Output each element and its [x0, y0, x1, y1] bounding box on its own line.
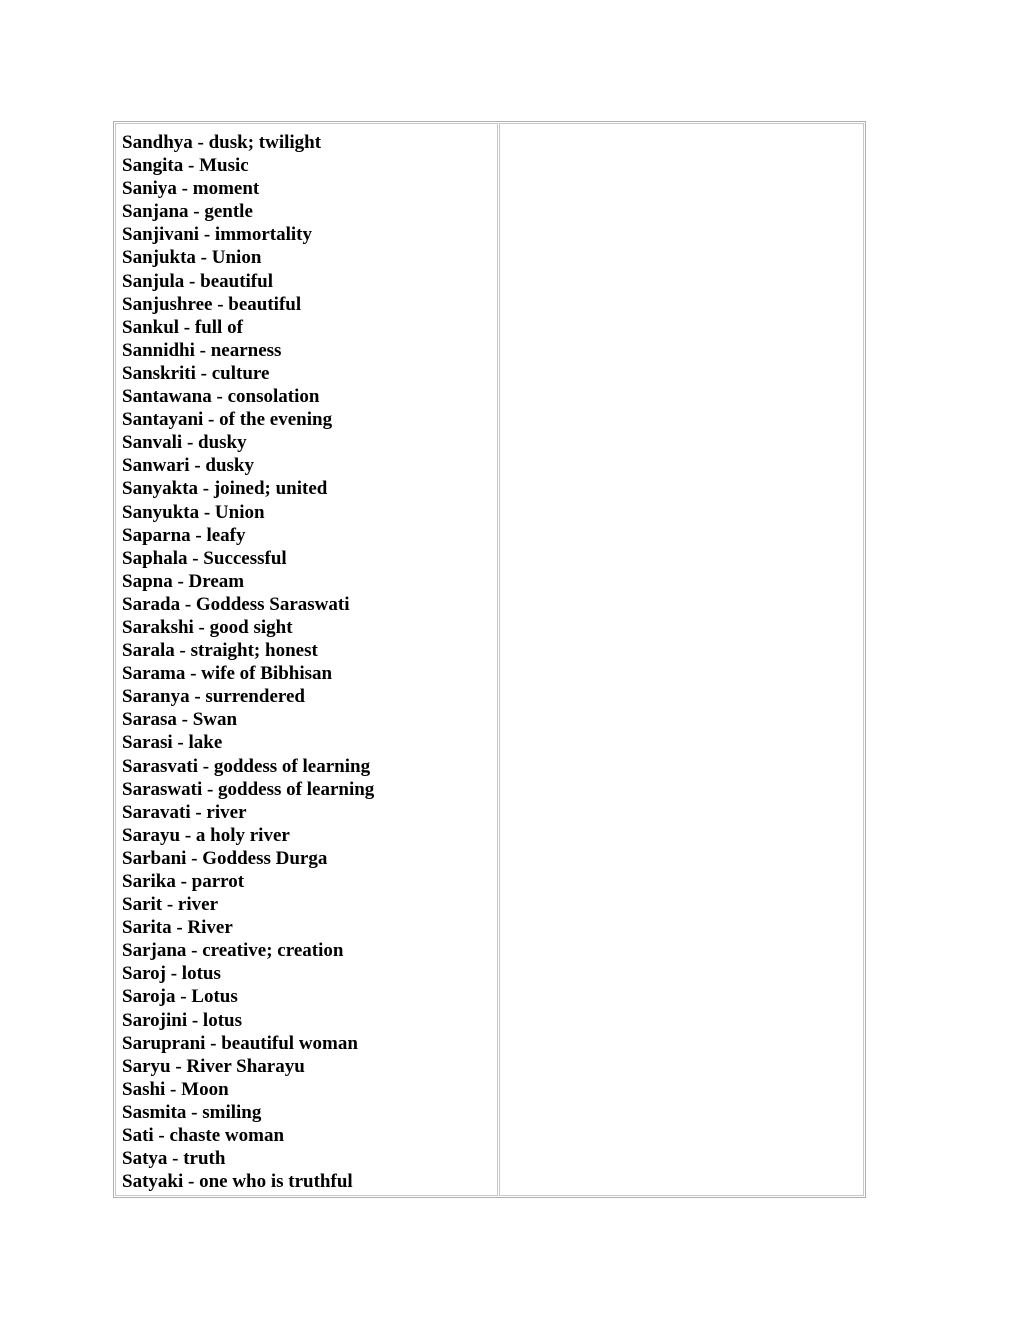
list-item: Sarit - river	[122, 894, 219, 916]
list-item: Sarbani - Goddess Durga	[122, 847, 328, 869]
list-item: Sarakshi - good sight	[122, 616, 293, 638]
list-item: Saranya - surrendered	[122, 686, 305, 708]
list-item: Saraswati - goddess of learning	[122, 778, 375, 800]
list-item: Saniya - moment	[122, 178, 260, 200]
list-item: Saryu - River Sharayu	[122, 1055, 305, 1077]
list-item: Sarita - River	[122, 917, 233, 939]
list-item: Santayani - of the evening	[122, 409, 333, 431]
list-item: Sanjana - gentle	[122, 201, 253, 223]
list-item: Sandhya - dusk; twilight	[122, 132, 322, 153]
list-item: Sanjivani - immortality	[122, 224, 312, 246]
list-item: Sapna - Dream	[122, 570, 245, 592]
list-item: Sanvali - dusky	[122, 432, 247, 454]
list-item: Sangita - Music	[122, 155, 249, 177]
list-item: Saroja - Lotus	[122, 986, 238, 1008]
list-item: Saparna - leafy	[122, 524, 246, 546]
list-item: Sarayu - a holy river	[122, 824, 290, 846]
list-item: Sanyukta - Union	[122, 501, 265, 523]
list-item: Sarala - straight; honest	[122, 640, 318, 662]
list-item: Sanwari - dusky	[122, 455, 254, 477]
list-item: Sanyakta - joined; united	[122, 478, 328, 500]
list-item: Saruprani - beautiful woman	[122, 1032, 358, 1054]
list-item: Sashi - Moon	[122, 1078, 229, 1100]
list-item: Sarjana - creative; creation	[122, 940, 344, 962]
list-item: Sanjukta - Union	[122, 247, 262, 269]
list-item: Saravati - river	[122, 801, 247, 823]
list-item: Sankul - full of	[122, 316, 243, 338]
list-item: Saphala - Successful	[122, 547, 287, 569]
list-item: Sarojini - lotus	[122, 1009, 243, 1031]
list-item: Sannidhi - nearness	[122, 339, 282, 361]
list-item: Sanjula - beautiful	[122, 270, 273, 292]
list-item: Sarasa - Swan	[122, 709, 238, 731]
list-item: Santawana - consolation	[122, 386, 320, 408]
list-item: Sasmita - smiling	[122, 1101, 262, 1123]
list-item: Sarasvati - goddess of learning	[122, 755, 371, 777]
names-cell	[115, 123, 498, 1196]
list-item: Sarasi - lake	[122, 732, 223, 754]
list-item: Sanjushree - beautiful	[122, 293, 302, 315]
list-item: Sarika - parrot	[122, 871, 245, 892]
list-item: Satya - truth	[122, 1148, 226, 1170]
list-item: Sati - chaste woman	[122, 1125, 285, 1147]
list-item: Saroj - lotus	[122, 963, 221, 985]
list-item: Sarama - wife of Bibhisan	[122, 663, 333, 685]
list-item: Satyaki - one who is truthful	[122, 1171, 353, 1193]
list-item: Sarada - Goddess Saraswati	[122, 593, 350, 615]
name-list	[122, 131, 497, 1193]
empty-cell	[499, 123, 864, 1196]
list-item: Sanskriti - culture	[122, 362, 270, 384]
names-table	[113, 121, 866, 1198]
